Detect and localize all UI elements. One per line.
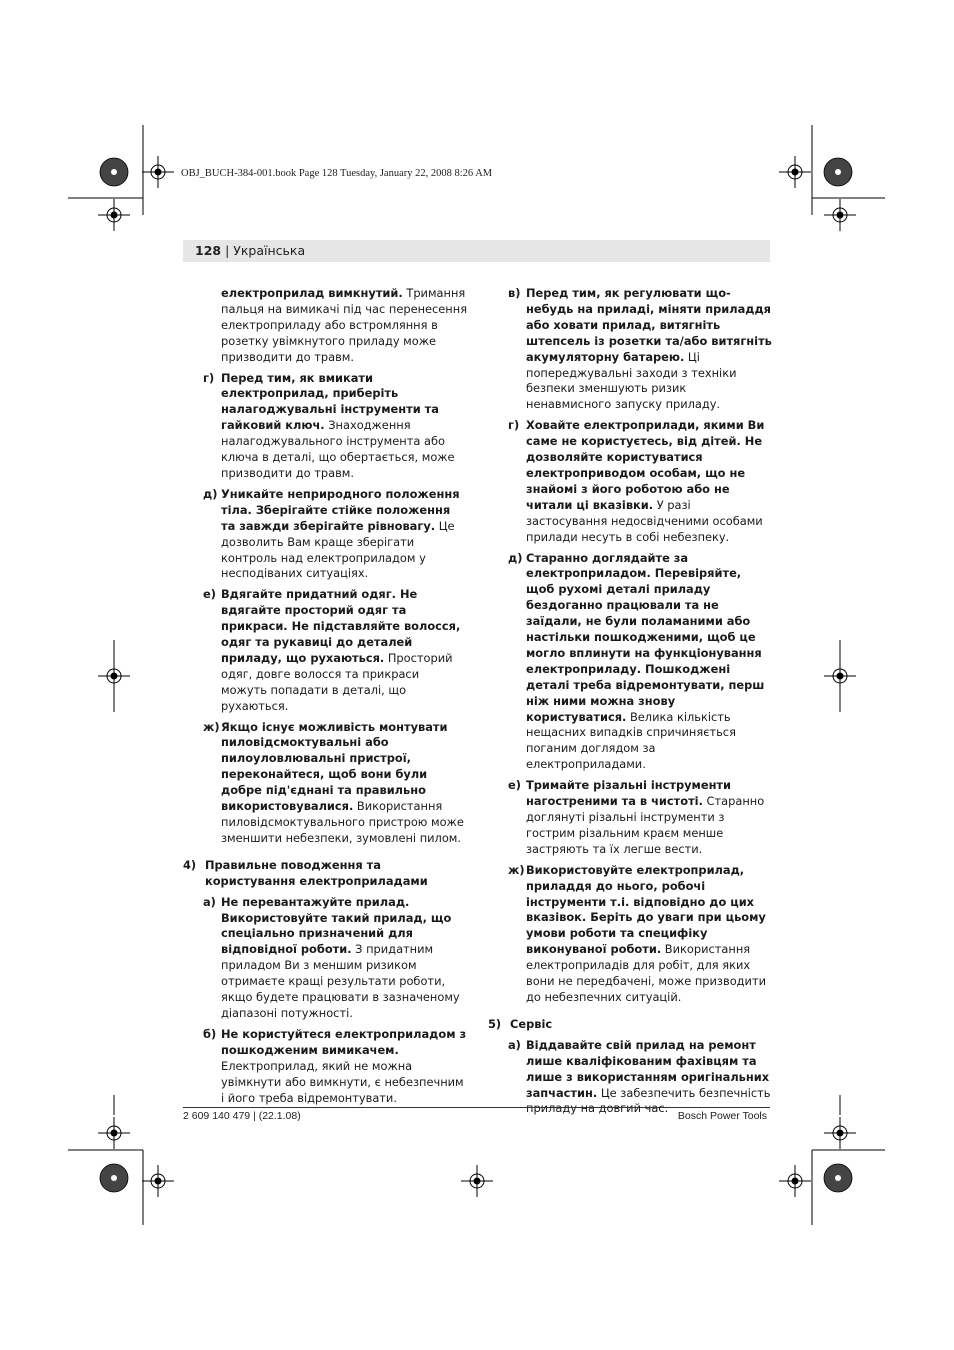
registration-mark-top-right bbox=[779, 156, 856, 231]
list-item-g-right: г) Ховайте електроприлади, якими Ви саме не користуєтесь, від дітей. Не дозволяйте користуватися електроприводом особам, що не знайомі з його роботою або не читали ці вказівки. У разі застосування недосвідченими особами прилади несуть в собі небезпеку. bbox=[508, 418, 765, 544]
registration-mark-bottom-center bbox=[461, 1165, 493, 1197]
list-item-v: в) Перед тим, як регулювати що-небудь на приладі, міняти приладдя або ховати прилад, витягніть штепсель із розетки та/або витягніть акумуляторну батарею. Ці попереджувальні заходи з техніки безпеки зменшують ризик ненавмисного запуску приладу. bbox=[508, 286, 772, 412]
continued-paragraph: електроприлад вимкнутий. Тримання пальця на вимикачі під час перенесення електроприладу або встромляння в розетку увімкнутого приладу може призводити до травм. bbox=[221, 286, 468, 364]
list-item-4a: а) Не перевантажуйте прилад. Використовуйте такий прилад, що спеціально призначений для відповідної роботи. З придатним приладом Ви з меншим ризиком отримаєте кращі результати роботи, якщо будете працювати в зазначеному діапазоні потужності. bbox=[203, 894, 460, 1020]
list-item-d: д) Уникайте неприродного положення тіла. Зберігайте стійке положення та завжди зберігайте рівновагу. Це дозволить Вам краще зберігати контроль над електроприладом у несподіваних ситуаціях. bbox=[203, 486, 460, 581]
footer-brand: Bosch Power Tools bbox=[677, 1110, 767, 1122]
header-separator: | bbox=[221, 243, 234, 258]
registration-mark-bottom-left bbox=[98, 1117, 174, 1197]
footer-divider bbox=[183, 1107, 770, 1108]
page-header bbox=[195, 243, 305, 258]
list-item-4b: б) Не користуйтеся електроприладом з пошкодженим вимикачем. Електроприлад, який не можна увімкнути або вимкнути, є небезпечним і його треба відремонтувати. bbox=[203, 1026, 467, 1105]
header-language: Українська bbox=[233, 243, 306, 258]
section-4-heading: 4) Правильне поводження та користування електроприладами bbox=[183, 857, 428, 888]
footer-doc-number: 2 609 140 479 | (22.1.08) bbox=[183, 1110, 301, 1122]
list-item-5a: а) Віддавайте свій прилад на ремонт лише кваліфікованим фахівцям та лише з використанням оригінальних запчастин. Це забезпечить безпечність приладу на довгий час. bbox=[508, 1037, 771, 1116]
list-item-zh-right: ж) Використовуйте електроприлад, приладдя до нього, робочі інструменти т.і. відповідно до цих вказівок. Беріть до уваги при цьому умови роботи та специфіку виконуваної роботи. Використання електроприладів для робіт, для яких вони не передбачені, може призводити до небезпечних ситуацій. bbox=[508, 862, 766, 1004]
list-item-e-right: е) Тримайте різальні інструменти нагостреними та в чистоті. Старанно доглянуті різальні інструменти з гострим різальним краєм менше застряють та їх легше вести. bbox=[508, 778, 765, 856]
registration-mark-top-left bbox=[98, 156, 174, 231]
left-column bbox=[183, 286, 468, 1111]
list-item-d-right: д) Старанно доглядайте за електроприладом. Перевіряйте, щоб рухомі деталі приладу бездоганно працювали та не заїдали, не були поламаними або настільки пошкодженими, щоб це могло вплинути на функціонування електроприладу. Пошкоджені деталі треба відремонтувати, перш ніж ними можна знову користуватися. Велика кількість нещасних випадків спричиняється поганим доглядом за електроприладами. bbox=[508, 550, 765, 772]
list-item-zh: ж) Якщо існує можливість монтувати пиловідсмоктувальні або пилоуловлювальні пристрої, переконайтеся, щоб вони були добре під'єднані та правильно використовувалися. Використання пиловідсмоктувального пристрою може зменшити небезпеки, зумовлені пилом. bbox=[203, 719, 464, 845]
list-item-g: г) Перед тим, як вмикати електроприлад, приберіть налагоджувальні інструменти та гайковий ключ. Знаходження налагоджувального інструмента або ключа в деталі, що обертається, може призводити до травм. bbox=[203, 370, 455, 480]
page-number: 128 bbox=[195, 243, 222, 258]
list-item-e: е) Вдягайте придатний одяг. Не вдягайте просторий одяг та прикраси. Не підставляйте волосся, одяг та рукавиці до деталей приладу, що рухаються. Просторий одяг, довге волосся та прикраси можуть попадати в деталі, що рухаються. bbox=[203, 587, 461, 713]
right-column bbox=[488, 286, 773, 1122]
print-info-line: OBJ_BUCH-384-001.book Page 128 Tuesday, January 22, 2008 8:26 AM bbox=[181, 168, 493, 179]
section-5-heading: 5) Сервіс bbox=[488, 1016, 553, 1031]
registration-mark-bottom-right bbox=[779, 1117, 856, 1197]
